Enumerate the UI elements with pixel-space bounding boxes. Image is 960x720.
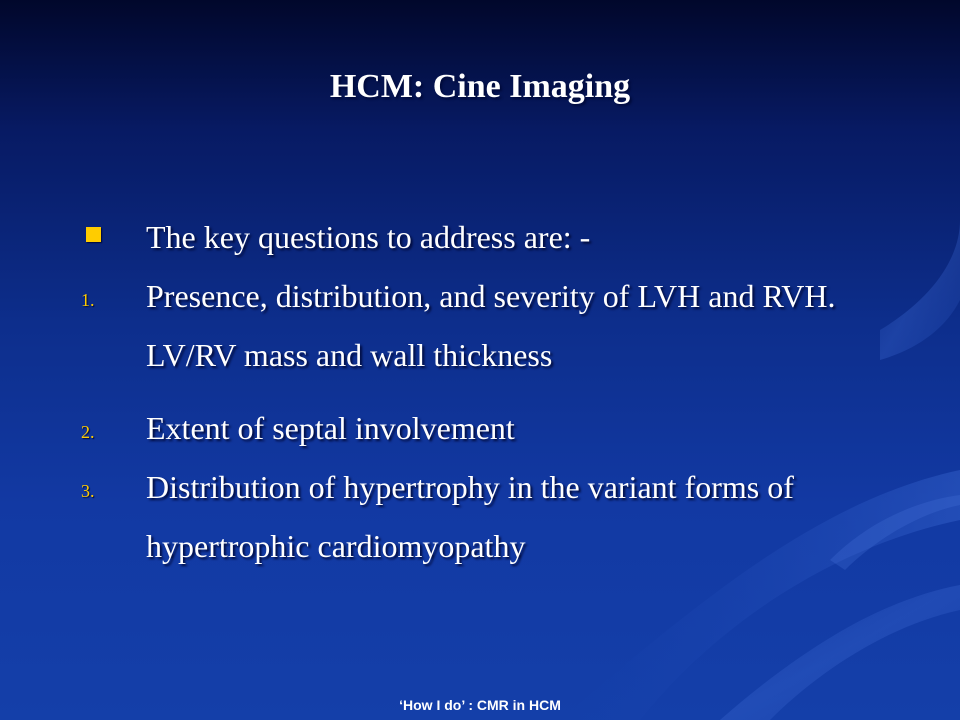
content-list [80, 208, 880, 576]
list-item-3 [80, 458, 880, 576]
list-number: 3. [81, 481, 95, 501]
list-number: 1. [81, 290, 95, 310]
list-item-text: Distribution of hypertrophy in the variant forms of hypertrophic cardiomyopathy [146, 469, 794, 564]
list-number: 2. [81, 422, 95, 442]
list-item-2 [80, 399, 880, 458]
list-item-text: Presence, distribution, and severity of LVH and RVH. LV/RV mass and wall thickness [146, 278, 836, 373]
square-bullet-icon [86, 227, 101, 242]
list-item-1 [80, 267, 880, 385]
list-item-text: Extent of septal involvement [146, 410, 515, 446]
slide-footer: ‘How I do’ : CMR in HCM [399, 697, 561, 713]
intro-bullet-item [80, 208, 880, 267]
slide-title: HCM: Cine Imaging [329, 68, 631, 105]
intro-text: The key questions to address are: - [146, 219, 591, 255]
